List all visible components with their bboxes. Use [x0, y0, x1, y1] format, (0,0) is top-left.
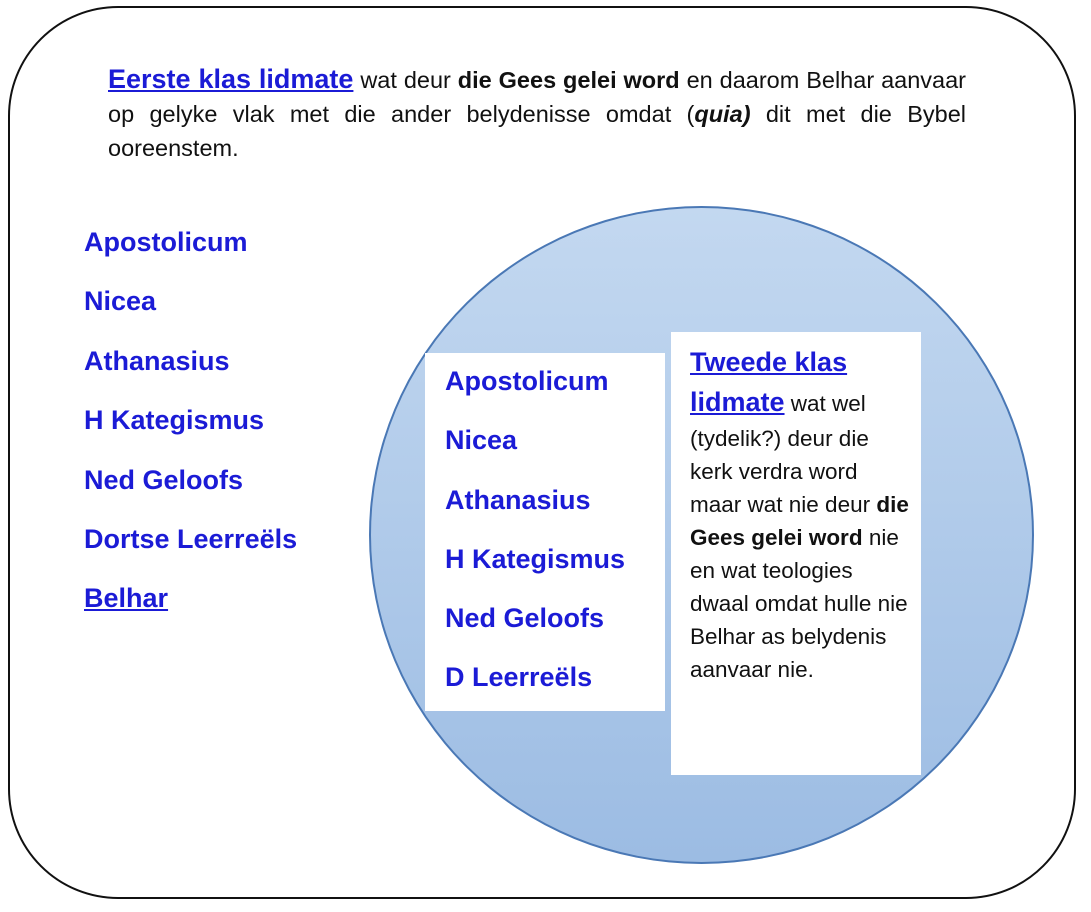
left-list-item: Nicea [84, 286, 157, 317]
left-confession-list [84, 222, 297, 638]
second-class-box [671, 332, 921, 775]
inner-list-item: Ned Geloofs [445, 603, 605, 634]
inner-confession-list [445, 361, 625, 717]
inner-list-item: Athanasius [445, 484, 591, 515]
left-list-item: Athanasius [84, 345, 230, 376]
left-list-item: Dortse Leerreëls [84, 523, 298, 554]
left-list-item-belhar: Belhar [84, 583, 169, 614]
intro-text-2: en daarom Belhar aanvaar op gelyke vlak met die ander belydenisse omdat ( [108, 67, 966, 127]
inner-list-item: Apostolicum [445, 366, 609, 396]
intro-text-1: wat deur [353, 67, 458, 93]
intro-italic-text: quia) [694, 101, 751, 127]
left-list-item: H Kategismus [84, 405, 265, 436]
second-class-heading: Tweede klas lidmate [690, 347, 848, 417]
second-bold-text: die Gees gelei word [690, 492, 909, 550]
inner-confession-box [425, 353, 665, 711]
left-list-item: Ned Geloofs [84, 464, 244, 495]
inner-list-item: H Kategismus [445, 543, 626, 574]
inner-list-item: Nicea [445, 425, 518, 456]
intro-text-3: dit met die Bybel ooreenstem. [108, 101, 966, 161]
second-text-1: wat wel (tydelik?) deur die kerk verdra word maar wat nie deur [690, 391, 877, 517]
inner-list-item: D Leerreëls [445, 662, 593, 693]
left-list-item: Apostolicum [84, 227, 248, 257]
first-class-heading: Eerste klas lidmate [108, 64, 354, 94]
intro-bold-text: die Gees gelei word [457, 67, 680, 93]
second-text-2: nie en wat teologies dwaal omdat hulle nie Belhar as belydenis aanvaar nie. [690, 525, 908, 682]
intro-paragraph [108, 62, 966, 165]
second-class-paragraph [690, 342, 912, 686]
